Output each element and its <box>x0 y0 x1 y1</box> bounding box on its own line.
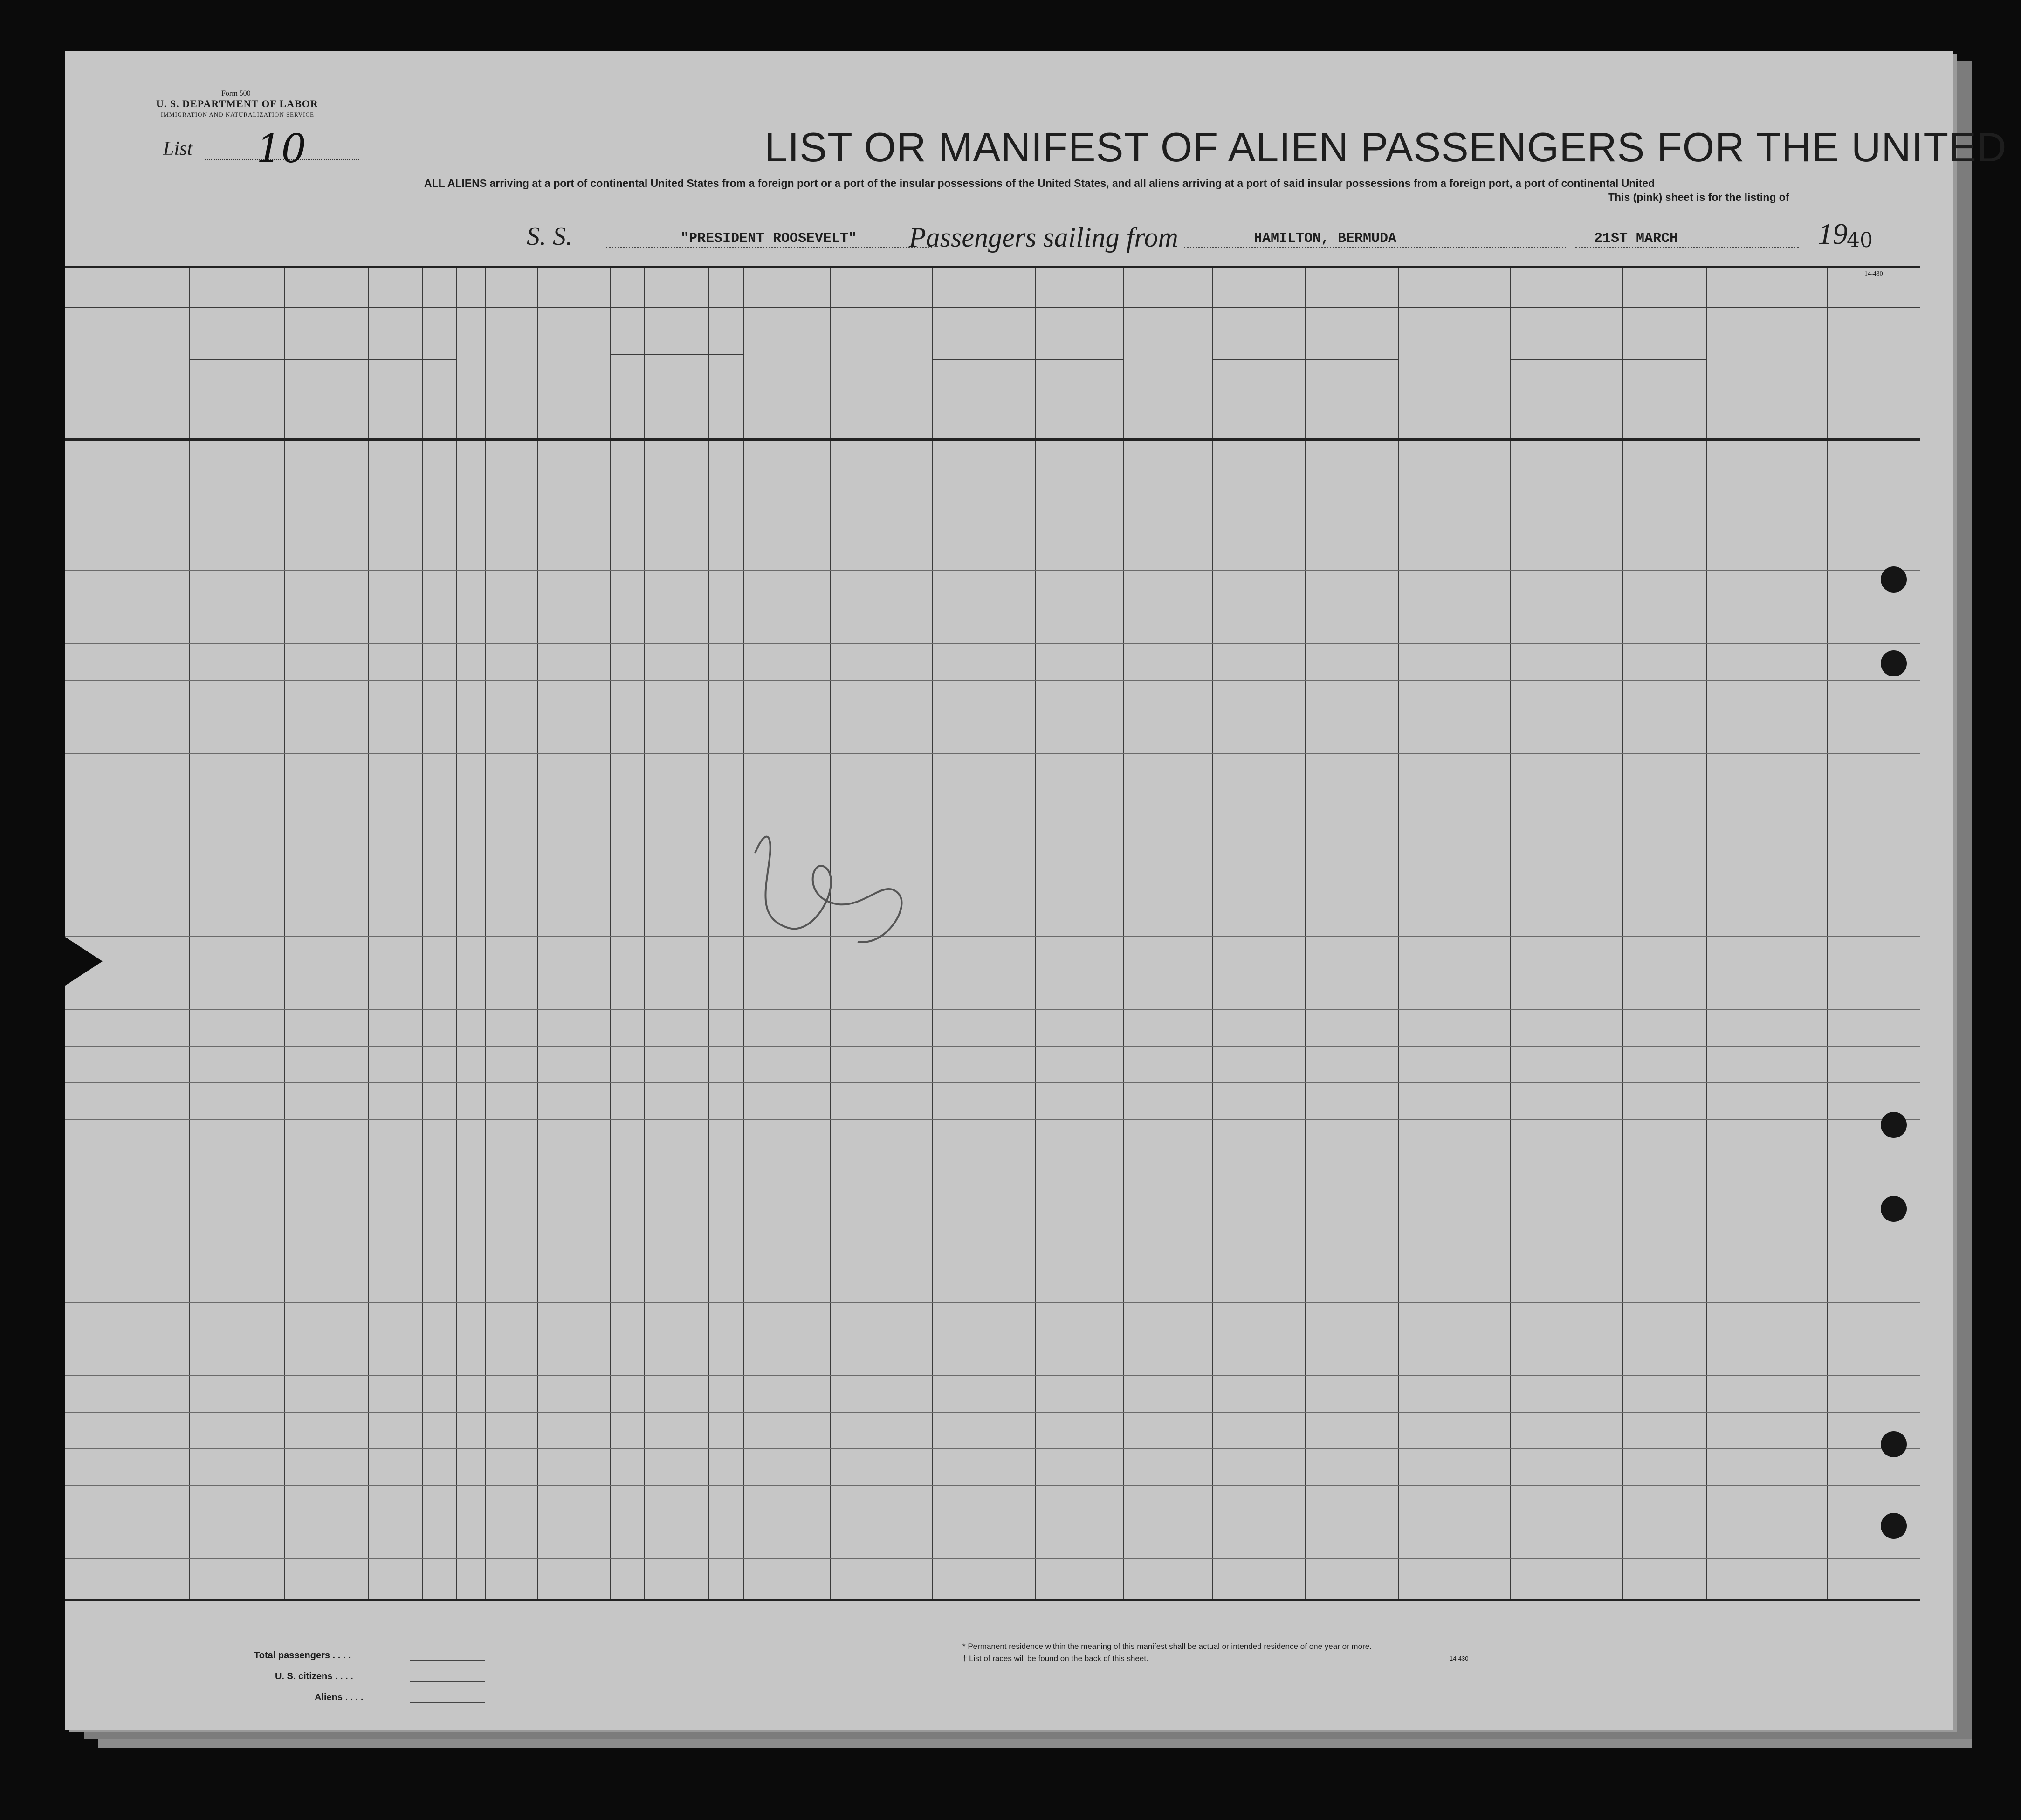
departure-port: HAMILTON, BERMUDA <box>1254 231 1397 247</box>
row-line <box>65 1119 1920 1120</box>
column-divider <box>610 266 611 1599</box>
date-dotline <box>1575 247 1799 248</box>
intro-line-1: ALL ALIENS arriving at a port of continental United States from a foreign port or a port of the insular possessions of the United States, and all aliens arriving at a port of said insular possessions from a foreign port, a port of continental United <box>424 177 1655 189</box>
ss-label: S. S. <box>527 222 572 251</box>
row-line <box>65 680 1920 681</box>
punch-hole <box>1881 650 1907 676</box>
column-divider <box>1827 266 1828 1599</box>
service-name: IMMIGRATION AND NATURALIZATION SERVICE <box>161 111 315 118</box>
column-divider <box>1212 266 1213 1599</box>
total-passengers-label: Total passengers . . . . <box>254 1650 351 1661</box>
column-divider <box>1706 266 1707 1599</box>
department-name: U. S. DEPARTMENT OF LABOR <box>156 98 318 110</box>
punch-hole <box>1881 1112 1907 1138</box>
column-divider <box>708 266 709 1599</box>
punch-hole <box>1881 1196 1907 1222</box>
list-number: 10 <box>256 126 306 172</box>
row-line <box>65 643 1920 644</box>
column-divider <box>743 266 744 1599</box>
row-line <box>65 1302 1920 1303</box>
column-divider <box>422 266 423 1599</box>
column-divider <box>1510 266 1511 1599</box>
name-subheader-line <box>189 359 368 360</box>
punch-hole <box>1881 1513 1907 1539</box>
footnote-code: 14-430 <box>1450 1655 1469 1662</box>
row-line <box>65 1082 1920 1083</box>
inspector-signature <box>746 825 942 965</box>
column-divider <box>189 266 190 1599</box>
column-divider <box>1305 266 1306 1599</box>
column-divider <box>1035 266 1036 1599</box>
footnote-1: * Permanent residence within the meaning of this manifest shall be actual or intended residence of one year or more. <box>962 1642 1372 1651</box>
column-divider <box>284 266 285 1599</box>
row-line <box>65 1448 1920 1449</box>
ship-name: "PRESIDENT ROOSEVELT" <box>681 231 857 247</box>
row-line <box>65 1009 1920 1010</box>
column-divider <box>537 266 538 1599</box>
row-line <box>65 753 1920 754</box>
punch-hole <box>1881 1431 1907 1457</box>
sailing-label: Passengers sailing from <box>909 222 1178 253</box>
birth-subheader-line <box>932 359 1123 360</box>
row-line <box>65 1412 1920 1413</box>
form-number: Form 500 <box>221 90 251 97</box>
port-dotline <box>1184 247 1566 248</box>
aliens-line <box>410 1702 485 1703</box>
row-line <box>65 936 1920 937</box>
residence-subheader-line <box>1510 359 1706 360</box>
us-citizens-line <box>410 1681 485 1682</box>
row-line <box>65 1375 1920 1376</box>
header-bottom-border <box>65 438 1920 441</box>
column-divider <box>368 266 369 1599</box>
column-divider <box>644 266 645 1599</box>
column-divider <box>1123 266 1124 1599</box>
column-divider <box>456 266 457 1599</box>
document-title: LIST OR MANIFEST OF ALIEN PASSENGERS FOR THE UNITED <box>764 124 2007 170</box>
table-bottom-border <box>65 1599 1920 1601</box>
column-divider <box>1398 266 1399 1599</box>
year-suffix: 40 <box>1847 228 1873 252</box>
ship-dotline <box>606 247 932 248</box>
column-divider <box>1622 266 1623 1599</box>
intro-line-2: This (pink) sheet is for the listing of <box>1608 191 1789 203</box>
row-line <box>65 1046 1920 1047</box>
age-subheader-line <box>368 359 456 360</box>
list-label: List <box>163 138 193 159</box>
colnum-row-border <box>65 307 1920 308</box>
table-top-border <box>65 266 1920 268</box>
row-line <box>65 1485 1920 1486</box>
aliens-label: Aliens . . . . <box>315 1692 364 1703</box>
punch-hole <box>1881 566 1907 593</box>
able-subheader-line <box>610 354 743 355</box>
issued-subheader-line <box>1212 359 1398 360</box>
departure-date: 21ST MARCH <box>1594 231 1678 247</box>
year-prefix: 19 <box>1818 217 1848 250</box>
row-line <box>65 1558 1920 1559</box>
total-passengers-line <box>410 1660 485 1661</box>
row-line <box>65 570 1920 571</box>
column-divider <box>485 266 486 1599</box>
us-citizens-label: U. S. citizens . . . . <box>275 1671 353 1682</box>
manifest-table <box>65 266 1920 1599</box>
form-code: 14-430 <box>1864 270 1883 277</box>
footnote-2: † List of races will be found on the back of this sheet. <box>962 1654 1148 1663</box>
